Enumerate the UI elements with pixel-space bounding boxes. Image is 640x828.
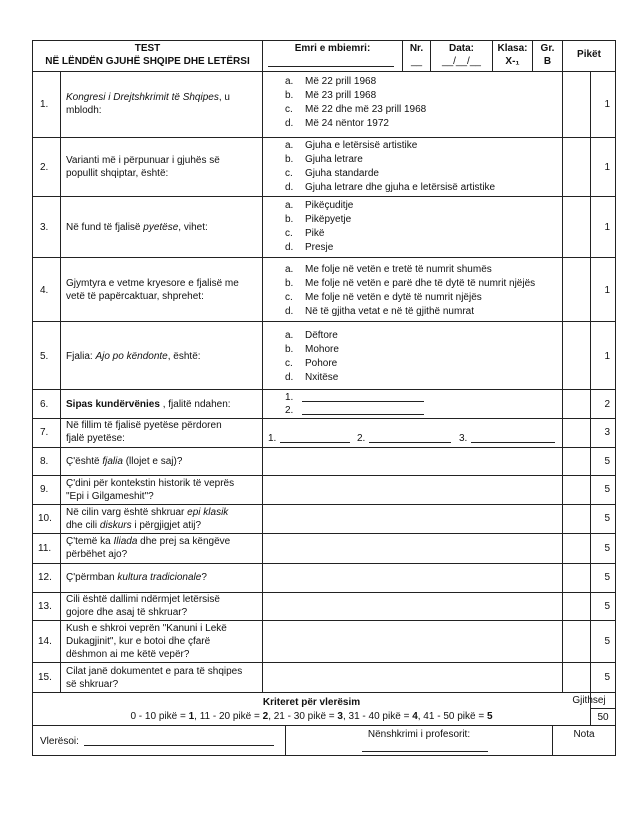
question-number: 7. [40, 427, 49, 438]
option-letter: d. [285, 242, 294, 253]
question-text: Në fillim të fjalisë pyetëse përdoren [66, 420, 222, 431]
option-text[interactable]: Gjuha e letërsisë artistike [305, 140, 418, 151]
option-text[interactable]: Dëftore [305, 330, 338, 341]
option-text[interactable]: Pikë [305, 228, 325, 239]
question-number: 1. [40, 99, 49, 110]
blank-number: 1. [285, 392, 294, 403]
blank-number: 2. [285, 405, 294, 416]
option-text[interactable]: Më 22 prill 1968 [305, 76, 377, 87]
option-text[interactable]: Më 22 dhe më 23 prill 1968 [305, 104, 427, 115]
option-letter: b. [285, 278, 294, 289]
question-points: 5 [604, 601, 610, 612]
nr-field[interactable]: __ [410, 56, 423, 67]
class-value: X-₁ [505, 56, 520, 67]
option-letter: a. [285, 330, 294, 341]
question-number: 5. [40, 351, 49, 362]
question-text: dhe cili diskurs i përgjigjet atij? [66, 520, 202, 531]
frame-right [615, 40, 616, 756]
option-letter: c. [285, 228, 293, 239]
option-letter: b. [285, 214, 294, 225]
question-points: 1 [604, 162, 610, 173]
evaluator-field[interactable] [84, 735, 274, 746]
option-text[interactable]: Mohore [305, 344, 339, 355]
frame-bottom [32, 755, 616, 756]
option-text[interactable]: Presje [305, 242, 334, 253]
question-text: përbëhet ajo? [66, 549, 128, 560]
question-text: Ç'dini për kontekstin historik të veprës [66, 478, 235, 489]
question-points: 1 [604, 99, 610, 110]
question-text: Ç'temë ka Iliada dhe prej sa këngëve [66, 536, 231, 547]
question-number: 8. [40, 456, 49, 467]
option-text[interactable]: Nxitëse [305, 372, 339, 383]
option-letter: d. [285, 182, 294, 193]
question-number: 10. [38, 513, 52, 524]
question-text: Varianti më i përpunuar i gjuhës së [66, 155, 220, 166]
answer-blank[interactable] [302, 404, 424, 415]
option-letter: a. [285, 264, 294, 275]
points-header: Pikët [577, 49, 601, 60]
question-text: popullit shqiptar, është: [66, 168, 169, 179]
option-letter: d. [285, 372, 294, 383]
question-points: 5 [604, 636, 610, 647]
option-text[interactable]: Në të gjitha vetat e në të gjithë numrat [305, 306, 474, 317]
question-text: fjalë pyetëse: [66, 433, 125, 444]
option-text[interactable]: Pikëçuditje [305, 200, 354, 211]
question-number: 12. [38, 572, 52, 583]
question-text: dëshmon ai me këtë vepër? [66, 649, 190, 660]
question-number: 3. [40, 222, 49, 233]
total-label: Gjithsej [572, 695, 606, 706]
question-text: Në cilin varg është shkruar epi klasik [66, 507, 229, 518]
option-text[interactable]: Me folje në vetën e tretë të numrit shumës [305, 264, 492, 275]
option-letter: a. [285, 76, 294, 87]
option-letter: a. [285, 140, 294, 151]
answer-blank[interactable] [369, 432, 451, 443]
title-line-1: TEST [134, 43, 161, 54]
name-field[interactable] [268, 56, 394, 67]
date-label: Data: [448, 43, 474, 54]
option-letter: c. [285, 168, 293, 179]
question-number: 9. [40, 484, 49, 495]
blank-number: 2. [357, 433, 366, 444]
group-label: Gr. [540, 43, 555, 54]
option-text[interactable]: Me folje në vetën e parë dhe të dytë të numrit njëjës [305, 278, 536, 289]
question-points: 3 [604, 427, 610, 438]
option-letter: a. [285, 200, 294, 211]
question-text: gojore dhe asaj të shkruar? [66, 607, 188, 618]
blank-number: 1. [268, 433, 277, 444]
option-letter: b. [285, 154, 294, 165]
option-letter: b. [285, 90, 294, 101]
name-label: Emri e mbiemri: [294, 43, 371, 54]
question-number: 14. [38, 636, 52, 647]
question-points: 5 [604, 513, 610, 524]
date-field[interactable]: __/__/__ [442, 56, 481, 67]
class-label: Klasa: [497, 43, 528, 54]
option-letter: d. [285, 118, 294, 129]
criteria-title: Kriteret për vlerësim [262, 697, 361, 708]
option-text[interactable]: Gjuha letrare dhe gjuha e letërsisë artistike [305, 182, 496, 193]
evaluator-label: Vlerësoi: [40, 736, 79, 747]
question-number: 13. [38, 601, 52, 612]
group-value: B [543, 56, 552, 67]
option-text[interactable]: Pikëpyetje [305, 214, 352, 225]
option-text[interactable]: Me folje në vetën e dytë të numrit njëjës [305, 292, 482, 303]
question-text: vetë të papërcaktuar, shprehet: [66, 291, 204, 302]
option-text[interactable]: Më 23 prill 1968 [305, 90, 377, 101]
question-points: 1 [604, 285, 610, 296]
option-letter: c. [285, 358, 293, 369]
question-number: 6. [40, 399, 49, 410]
option-letter: c. [285, 292, 293, 303]
question-text: mblodh: [66, 105, 102, 116]
signature-label: Nënshkrimi i profesorit: [367, 729, 471, 740]
question-number: 11. [38, 543, 52, 554]
question-points: 1 [604, 351, 610, 362]
frame-top [32, 40, 616, 41]
nr-label: Nr. [409, 43, 424, 54]
question-text: Kush e shkroi veprën "Kanuni i Lekë [66, 623, 227, 634]
blank-number: 3. [459, 433, 468, 444]
question-text: Ç'është fjalia (llojet e saj)? [66, 456, 183, 467]
option-text[interactable]: Më 24 nëntor 1972 [305, 118, 389, 129]
question-text: Ç'përmban kultura tradicionale? [66, 572, 207, 583]
question-text: Sipas kundërvënies , fjalitë ndahen: [66, 399, 231, 410]
question-text: Cili është dallimi ndërmjet letërsisë [66, 594, 220, 605]
option-letter: c. [285, 104, 293, 115]
question-text: së shkruar? [66, 679, 119, 690]
option-letter: d. [285, 306, 294, 317]
signature-field[interactable] [362, 741, 488, 752]
option-text[interactable]: Gjuha standarde [305, 168, 379, 179]
question-text: Gjymtyra e vetme kryesore e fjalisë me [66, 278, 239, 289]
title-line-2: NË LËNDËN GJUHË SHQIPE DHE LETËRSI [45, 56, 250, 67]
question-points: 5 [604, 572, 610, 583]
question-number: 2. [40, 162, 49, 173]
question-text: Në fund të fjalisë pyetëse, vihet: [66, 222, 208, 233]
question-text: Kongresi i Drejtshkrimit të Shqipes, u [66, 92, 230, 103]
question-points: 1 [604, 222, 610, 233]
question-text: Cilat janë dokumentet e para të shqipes [66, 666, 243, 677]
option-text[interactable]: Pohore [305, 358, 338, 369]
question-points: 2 [604, 399, 610, 410]
frame-left [32, 40, 33, 756]
question-text: Fjalia: Ajo po këndonte, është: [66, 351, 201, 362]
criteria-scale: 0 - 10 pikë = 1, 11 - 20 pikë = 2, 21 - 30 pikë = 3, 31 - 40 pikë = 4, 41 - 50 pikë = 5 [130, 711, 493, 722]
grade-label: Nota [573, 729, 595, 740]
question-points: 5 [604, 543, 610, 554]
question-points: 5 [604, 484, 610, 495]
total-value: 50 [597, 712, 609, 723]
question-number: 15. [38, 672, 52, 683]
question-text: "Epi i Gilgameshit"? [66, 491, 154, 502]
answer-blank[interactable] [471, 432, 555, 443]
answer-blank[interactable] [302, 391, 424, 402]
question-number: 4. [40, 285, 49, 296]
option-text[interactable]: Gjuha letrare [305, 154, 363, 165]
option-letter: b. [285, 344, 294, 355]
question-points: 5 [604, 456, 610, 467]
question-points: 5 [604, 672, 610, 683]
answer-blank[interactable] [280, 432, 350, 443]
question-text: Dukagjinit", kur e botoi dhe çfarë [66, 636, 211, 647]
